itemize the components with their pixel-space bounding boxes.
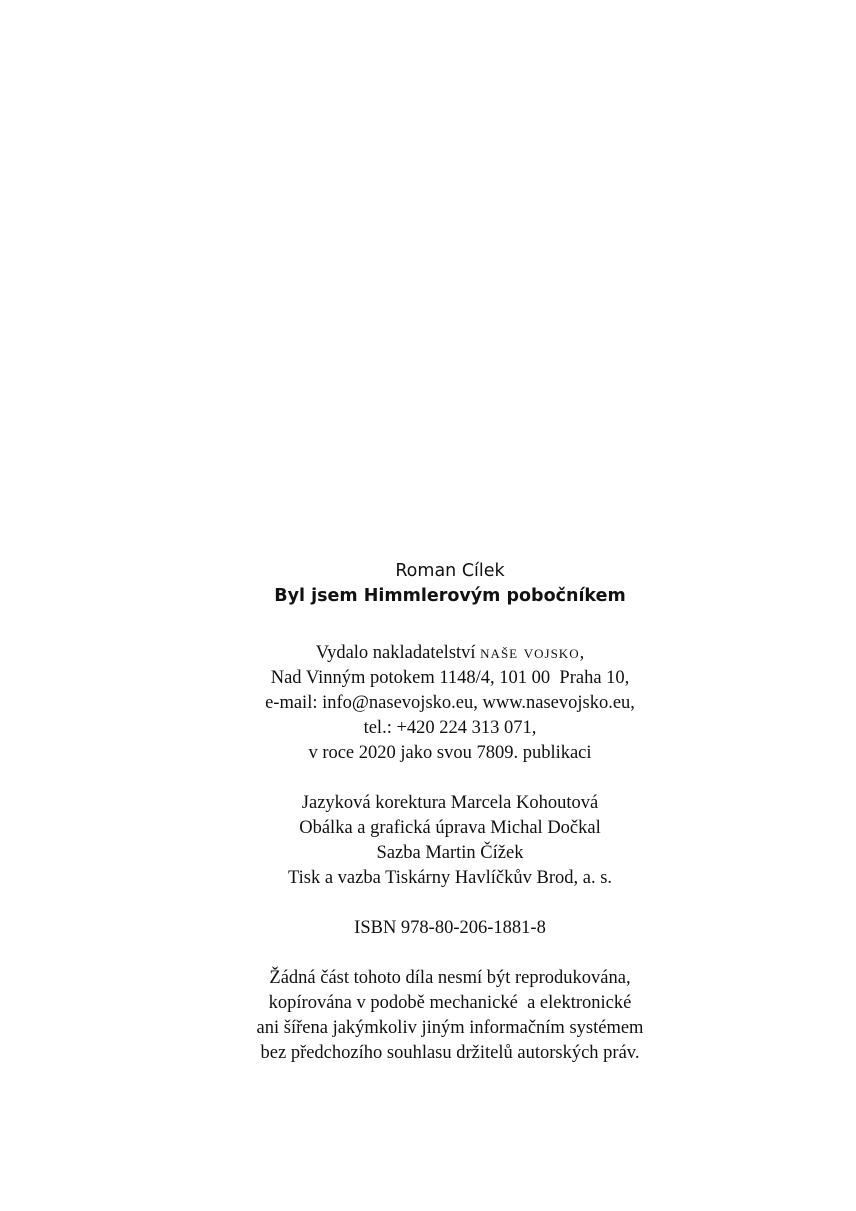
publisher-phone: tel.: +420 224 313 071, <box>363 718 537 738</box>
rights-line: kopírována v podobě mechanické a elektronické <box>268 993 632 1013</box>
publication-edition: v roce 2020 jako svou 7809. publikaci <box>308 743 592 763</box>
rights-line: ani šířena jakýmkoliv jiným informačním systémem <box>256 1018 644 1038</box>
isbn: ISBN 978-80-206-1881-8 <box>354 918 546 938</box>
publisher-name: naše vojsko <box>480 643 580 663</box>
title-block <box>150 559 750 609</box>
isbn-block <box>150 916 750 941</box>
credit-printing: Tisk a vazba Tiskárny Havlíčkův Brod, a. s. <box>287 868 613 888</box>
credit-proofreading: Jazyková korektura Marcela Kohoutová <box>301 793 599 813</box>
credit-typesetting: Sazba Martin Čížek <box>376 843 524 863</box>
publisher-line <box>150 641 750 666</box>
rights-line: Žádná část tohoto díla nesmí být reprodukována, <box>269 968 631 988</box>
publisher-line-prefix: Vydalo nakladatelství <box>315 643 481 663</box>
credit-cover-design: Obálka a grafická úprava Michal Dočkal <box>299 818 601 838</box>
publisher-info <box>150 641 750 766</box>
publisher-contact: e-mail: info@nasevojsko.eu, www.nasevojsko.eu, <box>265 693 635 713</box>
rights-line: bez předchozího souhlasu držitelů autorských práv. <box>260 1043 640 1063</box>
book-title: Byl jsem Himmlerovým pobočníkem <box>274 586 626 606</box>
publisher-address: Nad Vinným potokem 1148/4, 101 00 Praha 10, <box>270 668 630 688</box>
credits-list <box>150 791 750 891</box>
author-name: Roman Cílek <box>395 561 505 581</box>
copyright-notice <box>150 966 750 1066</box>
publisher-line-suffix: , <box>579 643 585 663</box>
